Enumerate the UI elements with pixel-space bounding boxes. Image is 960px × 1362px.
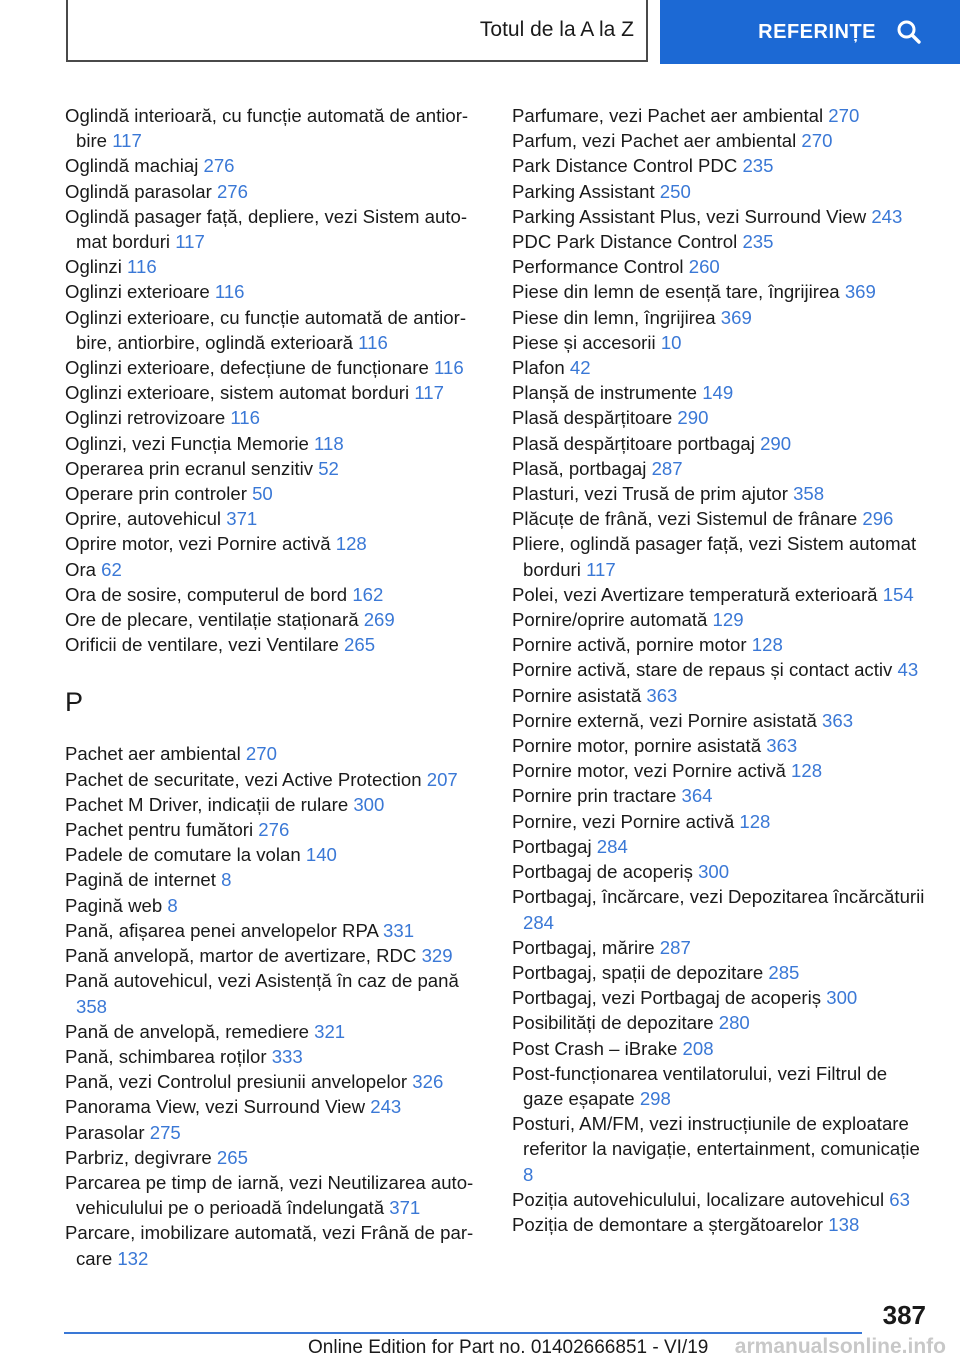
- index-entry: [65, 279, 485, 304]
- page-link[interactable]: 208: [682, 1037, 714, 1059]
- index-entry: [512, 783, 932, 808]
- index-entry-text: Orificii de ventilare, vezi Ventilare: [65, 634, 339, 656]
- index-entry-text: Pagină web: [65, 894, 163, 916]
- index-entry: [512, 431, 932, 456]
- index-entry-text: Portbagaj: [512, 835, 592, 857]
- index-entry: [512, 582, 932, 607]
- index-entry: [65, 305, 485, 355]
- page-link[interactable]: 290: [760, 432, 792, 454]
- page-link[interactable]: 118: [314, 432, 344, 454]
- index-entry: [65, 767, 485, 792]
- index-entry: [65, 204, 485, 254]
- index-entry: [65, 456, 485, 481]
- index-entry: [512, 733, 932, 758]
- index-entry-text: Polei, vezi Avertizare temperatură exterioară: [512, 583, 878, 605]
- edition-text: Online Edition for Part no. 01402666851 - VI/19: [308, 1337, 709, 1358]
- index-entry-text: Oglindă interioară, cu funcție automată de antiorbire: [65, 105, 469, 152]
- index-entry: [65, 531, 485, 556]
- index-entry: [65, 842, 485, 867]
- index-entry-text: Portbagaj, vezi Portbagaj de acoperiș: [512, 987, 822, 1009]
- index-entry: [512, 355, 932, 380]
- index-entry-text: Pachet pentru fumători: [65, 819, 254, 841]
- index-entry: [65, 1220, 485, 1270]
- page-link[interactable]: 149: [702, 382, 734, 404]
- page-link[interactable]: 8: [523, 1163, 534, 1185]
- index-entry: [65, 254, 485, 279]
- index-entry: [65, 792, 485, 817]
- page-link[interactable]: 42: [569, 357, 591, 379]
- index-entry: [512, 179, 932, 204]
- index-entry-text: Post-funcționarea ventilatorului, vezi Filtrul de gaze eșapate: [512, 1062, 888, 1109]
- page-link[interactable]: 128: [751, 634, 783, 656]
- index-entry: [512, 985, 932, 1010]
- page-link[interactable]: 287: [659, 936, 691, 958]
- index-entry-text: Parbriz, degivrare: [65, 1146, 212, 1168]
- index-entry-text: Plăcuțe de frână, vezi Sistemul de frânare: [512, 508, 858, 530]
- index-entry-text: Panorama View, vezi Surround View: [65, 1096, 366, 1118]
- index-entry: [512, 683, 932, 708]
- page-link[interactable]: 265: [344, 634, 376, 656]
- page-link[interactable]: 331: [383, 919, 415, 941]
- index-entry: [65, 1120, 485, 1145]
- index-entry: [512, 1111, 932, 1187]
- footer-divider: [64, 1332, 862, 1334]
- page-link[interactable]: 128: [335, 533, 367, 555]
- index-entry-text: Pană anvelopă, martor de avertizare, RDC: [65, 945, 417, 967]
- index-entry-text: Portbagaj, mărire: [512, 936, 655, 958]
- index-entry-text: Parcare, imobilizare automată, vezi Frână de parcare: [65, 1222, 474, 1269]
- index-list-p-continued: [512, 103, 932, 1237]
- page-link[interactable]: 116: [434, 357, 464, 379]
- index-entry-text: Performance Control: [512, 256, 684, 278]
- index-entry: [512, 1010, 932, 1035]
- page-link[interactable]: 284: [596, 835, 628, 857]
- page-link[interactable]: 371: [226, 508, 258, 530]
- page-link[interactable]: 276: [216, 180, 248, 202]
- page-link[interactable]: 116: [230, 407, 260, 429]
- page-link[interactable]: 280: [718, 1012, 750, 1034]
- index-entry: [65, 918, 485, 943]
- index-entry-text: Pornire motor, pornire asistată: [512, 735, 762, 757]
- page-link[interactable]: 369: [844, 281, 876, 303]
- index-entry: [65, 1019, 485, 1044]
- index-list-p: [65, 741, 485, 1270]
- index-entry: [65, 179, 485, 204]
- index-entry-text: Pornire motor, vezi Pornire activă: [512, 760, 786, 782]
- index-entry: [512, 405, 932, 430]
- index-entry: [512, 531, 932, 581]
- page-link[interactable]: 358: [76, 995, 108, 1017]
- page-link[interactable]: 8: [221, 869, 232, 891]
- index-entry-text: Plasturi, vezi Trusă de prim ajutor: [512, 483, 788, 505]
- index-entry-text: Pachet aer ambiental: [65, 743, 241, 765]
- index-entry-text: Parasolar: [65, 1121, 145, 1143]
- page-link[interactable]: 329: [421, 945, 453, 967]
- page-link[interactable]: 138: [828, 1213, 860, 1235]
- index-entry: [512, 128, 932, 153]
- page-link[interactable]: 235: [742, 231, 774, 253]
- index-entry-text: Pornire activă, pornire motor: [512, 634, 747, 656]
- index-entry: [65, 867, 485, 892]
- page-link[interactable]: 333: [271, 1045, 303, 1067]
- page-link[interactable]: 371: [389, 1197, 421, 1219]
- index-entry: [65, 632, 485, 657]
- index-entry-text: Piese din lemn de esență tare, îngrijirea: [512, 281, 840, 303]
- page-link[interactable]: 43: [897, 659, 919, 681]
- index-entry: [512, 935, 932, 960]
- index-entry-text: Park Distance Control PDC: [512, 155, 738, 177]
- page-link[interactable]: 50: [252, 483, 273, 505]
- page-link[interactable]: 117: [175, 231, 205, 253]
- index-entry: [512, 305, 932, 330]
- page-link[interactable]: 290: [677, 407, 709, 429]
- page-link[interactable]: 363: [766, 735, 798, 757]
- index-entry-text: Pornire, vezi Pornire activă: [512, 810, 735, 832]
- index-entry: [65, 431, 485, 456]
- page-link[interactable]: 117: [112, 130, 142, 152]
- index-entry-text: Oglindă pasager față, depliere, vezi Sistem automat borduri: [65, 205, 468, 253]
- index-entry: [65, 741, 485, 766]
- index-entry-text: Oglinzi retrovizoare: [65, 407, 226, 429]
- index-entry-text: Pană, vezi Controlul presiunii anvelopelor: [65, 1071, 408, 1093]
- page-link[interactable]: 243: [370, 1096, 402, 1118]
- index-entry: [65, 557, 485, 582]
- index-entry-text: PDC Park Distance Control: [512, 231, 738, 253]
- page-link[interactable]: 132: [117, 1247, 149, 1269]
- index-entry: [512, 859, 932, 884]
- index-entry: [65, 103, 485, 153]
- page-link[interactable]: 265: [216, 1146, 248, 1168]
- index-entry: [512, 380, 932, 405]
- page-link[interactable]: 369: [720, 306, 752, 328]
- page-link[interactable]: 52: [318, 457, 339, 479]
- index-entry: [512, 1212, 932, 1237]
- index-entry: [65, 380, 485, 405]
- index-entry-text: Ora: [65, 558, 96, 580]
- index-entry: [65, 153, 485, 178]
- index-entry-text: Parfum, vezi Pachet aer ambiental: [512, 130, 797, 152]
- index-entry-text: Ore de plecare, ventilație staționară: [65, 609, 359, 631]
- index-entry-text: Parcarea pe timp de iarnă, vezi Neutilizarea autovehiculului pe o perioadă îndelungată: [65, 1171, 474, 1219]
- page-link[interactable]: 250: [659, 180, 691, 202]
- index-entry-text: Oglinzi exterioare, defecțiune de funcționare: [65, 357, 429, 379]
- page-link[interactable]: 298: [639, 1087, 671, 1109]
- page-link[interactable]: 8: [167, 894, 178, 916]
- page-link[interactable]: 207: [426, 768, 458, 790]
- index-entry-text: Parking Assistant: [512, 180, 655, 202]
- index-entry: [65, 943, 485, 968]
- page-link[interactable]: 285: [768, 961, 800, 983]
- index-entry-text: Operare prin controler: [65, 483, 247, 505]
- index-entry: [65, 968, 485, 1018]
- page-link[interactable]: 326: [412, 1071, 444, 1093]
- references-tab[interactable]: [660, 0, 960, 64]
- page-link[interactable]: 269: [363, 609, 395, 631]
- index-entry: [512, 708, 932, 733]
- index-entry-text: Pornire externă, vezi Pornire asistată: [512, 709, 817, 731]
- index-entry: [65, 817, 485, 842]
- index-column-right: [512, 103, 932, 1237]
- index-entry-text: Oglinzi exterioare: [65, 281, 210, 303]
- section-title: Totul de la A la Z: [479, 18, 634, 41]
- page-link[interactable]: 116: [214, 281, 245, 303]
- index-entry-text: Pornire prin tractare: [512, 785, 677, 807]
- index-entry-text: Oglindă parasolar: [65, 180, 212, 202]
- index-entry-text: Oprire, autovehicul: [65, 508, 222, 530]
- index-entry-text: Portbagaj de acoperiș: [512, 861, 693, 883]
- index-entry: [512, 834, 932, 859]
- page-link[interactable]: 116: [127, 256, 157, 278]
- index-list-o: [65, 103, 485, 657]
- page-link[interactable]: 243: [871, 205, 903, 227]
- index-entry-text: Pană autovehicul, vezi Asistență în caz de pană: [65, 970, 459, 992]
- index-entry: [65, 506, 485, 531]
- index-entry-text: Plasă despărțitoare: [512, 407, 673, 429]
- index-entry-text: Oglinzi exterioare, sistem automat borduri: [65, 382, 410, 404]
- page-link[interactable]: 117: [414, 382, 444, 404]
- page-number: 387: [882, 1300, 926, 1330]
- index-entry-text: Post Crash – iBrake: [512, 1037, 678, 1059]
- page-link[interactable]: 10: [660, 331, 682, 353]
- index-entry: [512, 657, 932, 682]
- letter-heading-p: P: [65, 687, 84, 718]
- page-link[interactable]: 358: [793, 483, 825, 505]
- index-entry-text: Pană, schimbarea roților: [65, 1045, 267, 1067]
- index-entry: [65, 1170, 485, 1220]
- index-entry-text: Pachet M Driver, indicații de rulare: [65, 793, 349, 815]
- index-entry: [65, 1094, 485, 1119]
- index-entry-text: Parfumare, vezi Pachet aer ambiental: [512, 105, 824, 126]
- index-entry: [512, 229, 932, 254]
- index-entry-text: Posturi, AM/FM, vezi instrucțiunile de exploatare referitor la navigație, entertainment, comunicație: [512, 1113, 920, 1160]
- page-link[interactable]: 284: [523, 911, 555, 933]
- index-entry-text: Planșă de instrumente: [512, 382, 698, 404]
- index-entry: [65, 481, 485, 506]
- index-entry-text: Operarea prin ecranul senzitiv: [65, 457, 314, 479]
- page-link[interactable]: 270: [828, 105, 860, 126]
- watermark-logo: armanualsonline.info: [734, 1335, 946, 1358]
- index-entry-text: Pornire activă, stare de repaus și contact activ: [512, 659, 893, 681]
- page-link[interactable]: 321: [314, 1020, 346, 1042]
- page-link[interactable]: 300: [698, 861, 730, 883]
- index-entry-text: Posibilități de depozitare: [512, 1012, 714, 1034]
- index-entry-text: Pană de anvelopă, remediere: [65, 1020, 309, 1042]
- index-entry: [65, 355, 485, 380]
- index-entry: [65, 607, 485, 632]
- index-entry-text: Pană, afișarea penei anvelopelor RPA: [65, 919, 378, 941]
- index-entry: [65, 1069, 485, 1094]
- search-icon[interactable]: [896, 19, 922, 45]
- index-entry: [512, 506, 932, 531]
- references-tab-label: REFERINȚE: [758, 20, 876, 43]
- page-link[interactable]: 270: [245, 743, 277, 765]
- index-entry: [65, 405, 485, 430]
- page-link[interactable]: 117: [586, 558, 616, 580]
- page-link[interactable]: 276: [203, 155, 235, 177]
- index-entry: [512, 330, 932, 355]
- page-link[interactable]: 300: [826, 987, 858, 1009]
- index-entry-text: Pornire/oprire automată: [512, 609, 708, 631]
- page-link[interactable]: 270: [801, 130, 833, 152]
- index-entry: [65, 1145, 485, 1170]
- page-link[interactable]: 300: [353, 793, 385, 815]
- page-link[interactable]: 140: [305, 844, 337, 866]
- index-entry-text: Padele de comutare la volan: [65, 844, 301, 866]
- page-link[interactable]: 62: [101, 558, 122, 580]
- page-link[interactable]: 128: [739, 810, 771, 832]
- index-entry-text: Oglinzi: [65, 256, 122, 278]
- index-entry: [65, 893, 485, 918]
- page-link[interactable]: 296: [862, 508, 894, 530]
- index-entry-text: Piese din lemn, îngrijirea: [512, 306, 716, 328]
- index-entry: [65, 1044, 485, 1069]
- page-link[interactable]: 128: [791, 760, 823, 782]
- index-column-left: [65, 103, 485, 1271]
- page-link[interactable]: 260: [688, 256, 720, 278]
- page-link[interactable]: 129: [712, 609, 744, 631]
- index-entry-text: Piese și accesorii: [512, 331, 656, 353]
- index-entry: [512, 481, 932, 506]
- page-link[interactable]: 276: [258, 819, 290, 841]
- index-entry: [512, 103, 932, 128]
- index-entry-text: Ora de sosire, computerul de bord: [65, 583, 348, 605]
- index-entry-text: Oglindă machiaj: [65, 155, 199, 177]
- page-link[interactable]: 275: [149, 1121, 181, 1143]
- index-entry-text: Pornire asistată: [512, 684, 642, 706]
- index-entry-text: Oglinzi exterioare, cu funcție automată de antiorbire, antiorbire, oglindă exterioară: [65, 306, 467, 353]
- index-entry-text: Parking Assistant Plus, vezi Surround View: [512, 205, 867, 227]
- page-link[interactable]: 235: [742, 155, 774, 177]
- index-entry: [512, 809, 932, 834]
- index-entry: [512, 1061, 932, 1111]
- index-entry: [512, 456, 932, 481]
- index-entry-text: Portbagaj, spații de depozitare: [512, 961, 764, 983]
- index-entry: [512, 153, 932, 178]
- page-link[interactable]: 162: [352, 583, 384, 605]
- index-entry-text: Poziția de demontare a ștergătoarelor: [512, 1213, 824, 1235]
- index-entry-text: Plasă despărțitoare portbagaj: [512, 432, 755, 454]
- index-entry: [512, 960, 932, 985]
- index-entry-text: Poziția autovehiculului, localizare autovehicul: [512, 1188, 885, 1210]
- section-title-box: [66, 0, 648, 62]
- page-link[interactable]: 116: [358, 331, 388, 353]
- index-entry: [512, 1187, 932, 1212]
- page-link[interactable]: 287: [651, 457, 683, 479]
- index-entry: [512, 758, 932, 783]
- index-entry: [512, 632, 932, 657]
- index-entry-text: Plasă, portbagaj: [512, 457, 647, 479]
- index-entry-text: Oprire motor, vezi Pornire activă: [65, 533, 331, 555]
- page-link[interactable]: 154: [882, 583, 914, 605]
- page-link[interactable]: 363: [822, 709, 854, 731]
- index-entry-text: Pachet de securitate, vezi Active Protection: [65, 768, 422, 790]
- index-entry-text: Pagină de internet: [65, 869, 216, 891]
- index-entry-text: Oglinzi, vezi Funcția Memorie: [65, 432, 309, 454]
- index-entry: [65, 582, 485, 607]
- page-link[interactable]: 63: [889, 1188, 910, 1210]
- index-entry: [512, 254, 932, 279]
- index-entry-text: Plafon: [512, 357, 565, 379]
- index-entry: [512, 1036, 932, 1061]
- page-link[interactable]: 364: [681, 785, 713, 807]
- index-entry: [512, 884, 932, 934]
- index-entry: [512, 204, 932, 229]
- index-entry: [512, 607, 932, 632]
- index-entry: [512, 279, 932, 304]
- page-link[interactable]: 363: [646, 684, 678, 706]
- index-entry-text: Portbagaj, încărcare, vezi Depozitarea încărcăturii: [512, 886, 925, 908]
- index-entry-text: Pliere, oglindă pasager față, vezi Sistem automat borduri: [512, 533, 917, 580]
